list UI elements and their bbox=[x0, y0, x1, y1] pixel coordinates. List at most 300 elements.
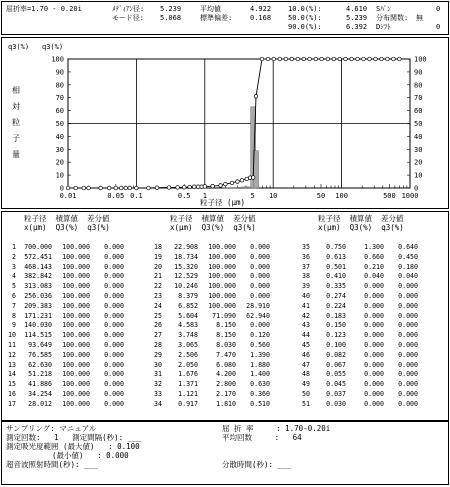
x-tick-label: 1 bbox=[202, 192, 207, 200]
table-row bbox=[298, 380, 443, 389]
table-row bbox=[298, 263, 443, 272]
particle-size: 0.067 bbox=[326, 360, 346, 369]
differential-value: 0.000 bbox=[104, 321, 124, 330]
cumulative-value: 0.000 bbox=[364, 360, 384, 369]
particle-size: 62.630 bbox=[28, 360, 52, 369]
cumulative-point bbox=[196, 185, 200, 189]
y-tick-label-right: 0 bbox=[414, 184, 419, 193]
particle-size: 15.320 bbox=[174, 262, 198, 271]
cumulative-point bbox=[284, 57, 288, 61]
row-index: 34 bbox=[154, 399, 162, 408]
cumulative-point bbox=[380, 57, 384, 61]
tick-labels bbox=[51, 56, 426, 201]
row-index: 23 bbox=[154, 292, 162, 300]
cumulative-point bbox=[107, 186, 111, 190]
cumulative-value: 100.000 bbox=[208, 252, 236, 261]
cumulative-point bbox=[119, 186, 123, 190]
row-index: 19 bbox=[154, 252, 162, 261]
differential-value: 0.040 bbox=[398, 272, 418, 281]
differential-value: 0.000 bbox=[250, 282, 270, 291]
differential-value: 0.450 bbox=[398, 252, 418, 261]
particle-size: 8.379 bbox=[178, 292, 198, 300]
cumulative-point bbox=[320, 57, 324, 61]
cumulative-point bbox=[82, 186, 86, 190]
d10-label: 10.0(%): bbox=[288, 5, 322, 13]
cumulative-value: 0.000 bbox=[364, 282, 384, 291]
d10-value: 4.610 bbox=[346, 5, 368, 13]
table-row bbox=[150, 312, 295, 321]
cumulative-point bbox=[114, 186, 118, 190]
mode-label: モード径: bbox=[112, 14, 144, 22]
table-row bbox=[150, 302, 295, 311]
row-index: 10 bbox=[8, 331, 16, 340]
table-row bbox=[4, 390, 149, 399]
differential-value: 0.000 bbox=[250, 272, 270, 281]
cumulative-value: 100.000 bbox=[62, 390, 90, 398]
differential-value: 0.640 bbox=[398, 243, 418, 251]
differential-value: 1.400 bbox=[250, 370, 270, 379]
particle-size: 1.121 bbox=[178, 390, 198, 398]
refractive-index-footer: 屈 折 率 : 1.70-0.20i bbox=[222, 424, 331, 433]
table-row bbox=[298, 253, 443, 262]
row-index: 41 bbox=[302, 301, 310, 310]
cumulative-point bbox=[350, 57, 354, 61]
cumulative-point bbox=[296, 57, 300, 61]
cumulative-point bbox=[240, 178, 244, 182]
particle-size: 382.842 bbox=[24, 272, 52, 281]
cumulative-value: 100.000 bbox=[62, 350, 90, 359]
row-index: 12 bbox=[8, 350, 16, 359]
particle-size: 140.030 bbox=[24, 321, 52, 330]
cumulative-point bbox=[308, 57, 312, 61]
differential-value: 0.000 bbox=[250, 321, 270, 330]
cumulative-value: 0.000 bbox=[364, 370, 384, 379]
particle-size: 4.583 bbox=[178, 321, 198, 330]
row-index: 7 bbox=[12, 301, 16, 310]
cumulative-point bbox=[74, 186, 78, 190]
differential-value: 0.000 bbox=[104, 292, 124, 300]
table-row bbox=[4, 351, 149, 360]
d90-value: 6.392 bbox=[346, 23, 368, 31]
row-index: 14 bbox=[8, 370, 16, 379]
table-row bbox=[150, 263, 295, 272]
differential-value: 0.000 bbox=[104, 341, 124, 349]
table-row bbox=[298, 331, 443, 340]
table-row bbox=[150, 253, 295, 262]
differential-value: 0.180 bbox=[398, 262, 418, 271]
row-index: 50 bbox=[302, 390, 310, 398]
row-index: 15 bbox=[8, 380, 16, 389]
cumulative-point bbox=[332, 57, 336, 61]
cumulative-value: 100.000 bbox=[62, 360, 90, 369]
table-row bbox=[4, 321, 149, 330]
differential-value: 28.910 bbox=[246, 301, 270, 310]
y-tick-label-left: 50 bbox=[55, 120, 64, 128]
particle-size: 0.750 bbox=[326, 243, 346, 251]
cumulative-point bbox=[254, 94, 258, 98]
differential-value: 0.000 bbox=[398, 292, 418, 300]
cumulative-value: 0.000 bbox=[364, 321, 384, 330]
particle-size: 18.734 bbox=[174, 252, 198, 261]
cumulative-value: 0.000 bbox=[364, 380, 384, 389]
y-tick-label-right: 60 bbox=[414, 107, 423, 116]
differential-value: 0.560 bbox=[250, 341, 270, 349]
differential-value: 0.000 bbox=[398, 301, 418, 310]
table-row bbox=[150, 292, 295, 301]
differential-value: 0.000 bbox=[398, 360, 418, 369]
cumulative-point bbox=[302, 57, 306, 61]
row-index: 11 bbox=[8, 341, 16, 349]
particle-size: 313.083 bbox=[24, 282, 52, 291]
cumulative-point bbox=[272, 57, 276, 61]
differential-value: 0.000 bbox=[104, 331, 124, 340]
y-tick-label-right: 20 bbox=[414, 158, 423, 167]
cumulative-point bbox=[278, 57, 282, 61]
cumulative-value: 2.170 bbox=[216, 390, 236, 398]
particle-size: 0.335 bbox=[326, 282, 346, 291]
particle-size: 0.100 bbox=[326, 341, 346, 349]
differential-value: 0.000 bbox=[104, 301, 124, 310]
cumulative-point bbox=[236, 180, 240, 184]
differential-value: 0.000 bbox=[104, 399, 124, 408]
differential-value: 0.000 bbox=[104, 243, 124, 251]
table-row bbox=[298, 361, 443, 370]
cumulative-value: 100.000 bbox=[62, 341, 90, 349]
table-row bbox=[150, 272, 295, 281]
span-value: 0 bbox=[436, 5, 441, 13]
table-row bbox=[4, 370, 149, 379]
std-value: 0.168 bbox=[250, 14, 272, 22]
table-row bbox=[298, 243, 443, 252]
ultrasonic-time: 超音波照射時間(秒): ___ bbox=[6, 460, 98, 469]
particle-size: 34.254 bbox=[28, 390, 52, 398]
cumulative-point bbox=[374, 57, 378, 61]
cumulative-point bbox=[368, 57, 372, 61]
row-index: 5 bbox=[12, 282, 16, 291]
differential-value: 0.000 bbox=[104, 370, 124, 379]
cumulative-value: 8.030 bbox=[216, 341, 236, 349]
shift-value: 0 bbox=[436, 23, 441, 31]
table-row bbox=[4, 272, 149, 281]
differential-value: 0.000 bbox=[398, 399, 418, 408]
y-tick-label-left: 20 bbox=[55, 158, 64, 167]
particle-size: 51.218 bbox=[28, 370, 52, 379]
differential-value: 0.000 bbox=[398, 350, 418, 359]
dist-value: 無 bbox=[416, 14, 423, 22]
y-tick-label-right: 90 bbox=[414, 68, 423, 77]
differential-value: 0.000 bbox=[250, 292, 270, 300]
y-title-char: 量 bbox=[12, 150, 20, 159]
differential-value: 62.940 bbox=[246, 311, 270, 320]
table-row bbox=[4, 282, 149, 291]
row-index: 37 bbox=[302, 262, 310, 271]
particle-size: 0.055 bbox=[326, 370, 346, 379]
measure-count: 測定回数: 1 測定間隔(秒): ___ bbox=[6, 433, 142, 442]
cumulative-value: 8.150 bbox=[216, 321, 236, 330]
particle-size: 28.012 bbox=[28, 399, 52, 408]
table-row bbox=[298, 272, 443, 281]
y-tick-label-left: 90 bbox=[55, 68, 64, 77]
row-index: 32 bbox=[154, 380, 162, 389]
table-row bbox=[4, 361, 149, 370]
row-index: 4 bbox=[12, 272, 16, 281]
row-index: 18 bbox=[154, 243, 162, 251]
particle-size: 700.000 bbox=[24, 243, 52, 251]
cumulative-point bbox=[245, 177, 249, 181]
cumulative-point bbox=[290, 57, 294, 61]
differential-value: 0.000 bbox=[398, 341, 418, 349]
particle-size-distribution-chart bbox=[2, 38, 448, 208]
cumulative-value: 100.000 bbox=[208, 272, 236, 281]
table-row bbox=[298, 282, 443, 291]
absorbance-range-max: 測定吸光度範囲 (最大値) : 0.100 bbox=[6, 442, 140, 451]
differential-value: 0.000 bbox=[398, 390, 418, 398]
row-index: 3 bbox=[12, 262, 16, 271]
row-index: 1 bbox=[12, 243, 16, 251]
cumulative-point bbox=[398, 57, 402, 61]
cumulative-value: 0.000 bbox=[364, 292, 384, 300]
particle-size: 0.410 bbox=[326, 272, 346, 281]
particle-size: 1.371 bbox=[178, 380, 198, 389]
cumulative-value: 100.000 bbox=[208, 243, 236, 251]
cumulative-point bbox=[87, 186, 91, 190]
cumulative-point bbox=[219, 184, 223, 188]
cumulative-value: 0.000 bbox=[364, 350, 384, 359]
cumulative-value: 100.000 bbox=[62, 282, 90, 291]
cumulative-value: 0.000 bbox=[364, 341, 384, 349]
particle-size: 0.045 bbox=[326, 380, 346, 389]
particle-size: 0.224 bbox=[326, 301, 346, 310]
absorbance-range-min: (最小値) : 0.000 bbox=[52, 451, 129, 460]
differential-value: 0.000 bbox=[250, 252, 270, 261]
cumulative-value: 100.000 bbox=[62, 311, 90, 320]
row-index: 45 bbox=[302, 341, 310, 349]
particle-size: 0.183 bbox=[326, 311, 346, 320]
particle-size: 0.613 bbox=[326, 252, 346, 261]
column-header-units: x(μm) Q3(%) q3(%) bbox=[318, 223, 404, 232]
row-index: 26 bbox=[154, 321, 162, 330]
differential-value: 0.000 bbox=[104, 252, 124, 261]
table-row bbox=[298, 292, 443, 301]
row-index: 31 bbox=[154, 370, 162, 379]
x-tick-label: 0.1 bbox=[130, 192, 143, 200]
differential-value: 0.000 bbox=[104, 390, 124, 398]
row-index: 16 bbox=[8, 390, 16, 398]
cumulative-point bbox=[392, 57, 396, 61]
table-row bbox=[298, 302, 443, 311]
cumulative-value: 100.000 bbox=[62, 243, 90, 251]
table-row bbox=[298, 351, 443, 360]
cumulative-point bbox=[260, 57, 264, 61]
row-index: 25 bbox=[154, 311, 162, 320]
cumulative-point bbox=[224, 182, 228, 186]
measurement-conditions bbox=[1, 421, 449, 485]
cumulative-point bbox=[135, 186, 139, 190]
y-tick-label-right: 80 bbox=[414, 81, 423, 90]
cumulative-value: 0.000 bbox=[364, 301, 384, 310]
row-index: 30 bbox=[154, 360, 162, 369]
table-row bbox=[150, 243, 295, 252]
cumulative-point bbox=[314, 57, 318, 61]
differential-value: 0.000 bbox=[250, 262, 270, 271]
particle-size: 171.231 bbox=[24, 311, 52, 320]
cumulative-value: 100.000 bbox=[62, 380, 90, 389]
differential-value: 0.000 bbox=[398, 282, 418, 291]
d50-label: 50.0(%): bbox=[288, 14, 322, 22]
particle-size: 22.908 bbox=[174, 243, 198, 251]
row-index: 35 bbox=[302, 243, 310, 251]
table-row bbox=[4, 380, 149, 389]
cumulative-value: 100.000 bbox=[62, 262, 90, 271]
cumulative-point bbox=[192, 185, 196, 189]
y-tick-label-left: 80 bbox=[55, 81, 64, 90]
chart-panel bbox=[1, 37, 449, 209]
shift-label: Dｼﾌﾄ bbox=[376, 23, 391, 31]
differential-value: 0.000 bbox=[104, 282, 124, 291]
particle-size: 468.143 bbox=[24, 262, 52, 271]
row-index: 13 bbox=[8, 360, 16, 369]
differential-value: 1.390 bbox=[250, 350, 270, 359]
table-row bbox=[4, 292, 149, 301]
cumulative-point bbox=[188, 185, 192, 189]
cumulative-point bbox=[182, 185, 186, 189]
x-tick-label: 1000 bbox=[401, 192, 419, 200]
differential-value: 0.360 bbox=[250, 390, 270, 398]
column-header-units: x(μm) Q3(%) q3(%) bbox=[170, 223, 256, 232]
particle-size: 41.886 bbox=[28, 380, 52, 389]
particle-size: 572.451 bbox=[24, 252, 52, 261]
cumulative-point bbox=[147, 186, 151, 190]
cumulative-point bbox=[386, 57, 390, 61]
d90-label: 90.0(%): bbox=[288, 23, 322, 31]
table-row bbox=[150, 321, 295, 330]
table-row bbox=[298, 390, 443, 399]
particle-size: 209.383 bbox=[24, 301, 52, 310]
median-value: 5.239 bbox=[160, 5, 182, 13]
particle-size: 6.852 bbox=[178, 301, 198, 310]
table-row bbox=[4, 341, 149, 350]
table-row bbox=[4, 302, 149, 311]
differential-value: 1.880 bbox=[250, 360, 270, 369]
differential-value: 0.120 bbox=[250, 331, 270, 340]
differential-value: 0.000 bbox=[104, 380, 124, 389]
x-tick-label: 5 bbox=[250, 192, 255, 200]
y-tick-label-left: 100 bbox=[51, 55, 64, 64]
particle-size: 5.604 bbox=[178, 311, 198, 320]
table-row bbox=[298, 321, 443, 330]
row-index: 40 bbox=[302, 292, 310, 300]
y-tick-label-left: 10 bbox=[55, 171, 64, 180]
cumulative-value: 100.000 bbox=[62, 272, 90, 281]
mean-value: 4.922 bbox=[250, 5, 272, 13]
particle-size: 256.036 bbox=[24, 292, 52, 300]
cumulative-value: 100.000 bbox=[62, 331, 90, 340]
differential-value: 0.000 bbox=[104, 272, 124, 281]
average-count: 平均回数 : 64 bbox=[222, 433, 302, 442]
row-index: 43 bbox=[302, 321, 310, 330]
right-axis-title: q3(%) bbox=[42, 43, 64, 51]
table-row bbox=[4, 331, 149, 340]
y-tick-label-left: 30 bbox=[55, 145, 64, 154]
y-tick-label-right: 40 bbox=[414, 132, 423, 141]
row-index: 9 bbox=[12, 321, 16, 330]
cumulative-value: 100.000 bbox=[208, 301, 236, 310]
particle-size: 0.150 bbox=[326, 321, 346, 330]
row-index: 47 bbox=[302, 360, 310, 369]
particle-size: 3.748 bbox=[178, 331, 198, 340]
particle-size: 0.501 bbox=[326, 262, 346, 271]
table-row bbox=[150, 361, 295, 370]
cumulative-value: 8.150 bbox=[216, 331, 236, 340]
particle-size: 1.676 bbox=[178, 370, 198, 379]
row-index: 49 bbox=[302, 380, 310, 389]
cumulative-value: 2.800 bbox=[216, 380, 236, 389]
table-row bbox=[4, 312, 149, 321]
table-row bbox=[298, 341, 443, 350]
row-index: 20 bbox=[154, 262, 162, 271]
table-row bbox=[150, 282, 295, 291]
differential-value: 0.630 bbox=[250, 380, 270, 389]
left-axis-title: q3(%) bbox=[8, 43, 30, 51]
cumulative-value: 100.000 bbox=[208, 262, 236, 271]
particle-size: 12.529 bbox=[174, 272, 198, 281]
row-index: 27 bbox=[154, 331, 162, 340]
row-index: 8 bbox=[12, 311, 16, 320]
cumulative-value: 1.810 bbox=[216, 399, 236, 408]
differential-value: 0.000 bbox=[398, 370, 418, 379]
table-row bbox=[298, 370, 443, 379]
particle-size: 10.246 bbox=[174, 282, 198, 291]
cumulative-value: 100.000 bbox=[62, 292, 90, 300]
differential-value: 0.000 bbox=[398, 321, 418, 330]
table-row bbox=[298, 312, 443, 321]
column-header-units: x(μm) Q3(%) q3(%) bbox=[24, 223, 110, 232]
cumulative-point bbox=[167, 186, 171, 190]
table-row bbox=[150, 341, 295, 350]
cumulative-value: 0.000 bbox=[364, 399, 384, 408]
differential-value: 0.000 bbox=[398, 331, 418, 340]
cumulative-point bbox=[155, 186, 159, 190]
y-tick-label-right: 50 bbox=[414, 120, 423, 128]
y-title-char: 対 bbox=[12, 102, 20, 111]
y-title-char: 相 bbox=[12, 86, 20, 95]
cumulative-value: 4.200 bbox=[216, 370, 236, 379]
row-index: 39 bbox=[302, 282, 310, 291]
differential-value: 0.000 bbox=[398, 380, 418, 389]
y-tick-label-right: 70 bbox=[414, 94, 423, 103]
y-tick-label-left: 40 bbox=[55, 132, 64, 141]
mode-value: 5.068 bbox=[160, 14, 182, 22]
mean-label: 平均値 bbox=[200, 5, 221, 13]
cumulative-point bbox=[124, 186, 128, 190]
y-tick-label-left: 70 bbox=[55, 94, 64, 103]
particle-size: 3.065 bbox=[178, 341, 198, 349]
differential-value: 0.000 bbox=[104, 262, 124, 271]
cumulative-value: 0.040 bbox=[364, 272, 384, 281]
cumulative-value: 7.470 bbox=[216, 350, 236, 359]
particle-size: 0.030 bbox=[326, 399, 346, 408]
row-index: 24 bbox=[154, 301, 162, 310]
differential-value: 0.000 bbox=[104, 311, 124, 320]
cumulative-value: 100.000 bbox=[208, 282, 236, 291]
refractive-index: 屈折率=1.70 - 0.20i bbox=[6, 5, 82, 13]
x-tick-label: 0.01 bbox=[59, 192, 77, 200]
particle-size: 0.123 bbox=[326, 331, 346, 340]
std-label: 標準偏差: bbox=[200, 14, 233, 22]
span-label: Sﾊﾟﾝ bbox=[376, 5, 391, 13]
cumulative-value: 71.090 bbox=[212, 311, 236, 320]
y-tick-label-right: 10 bbox=[414, 171, 423, 180]
